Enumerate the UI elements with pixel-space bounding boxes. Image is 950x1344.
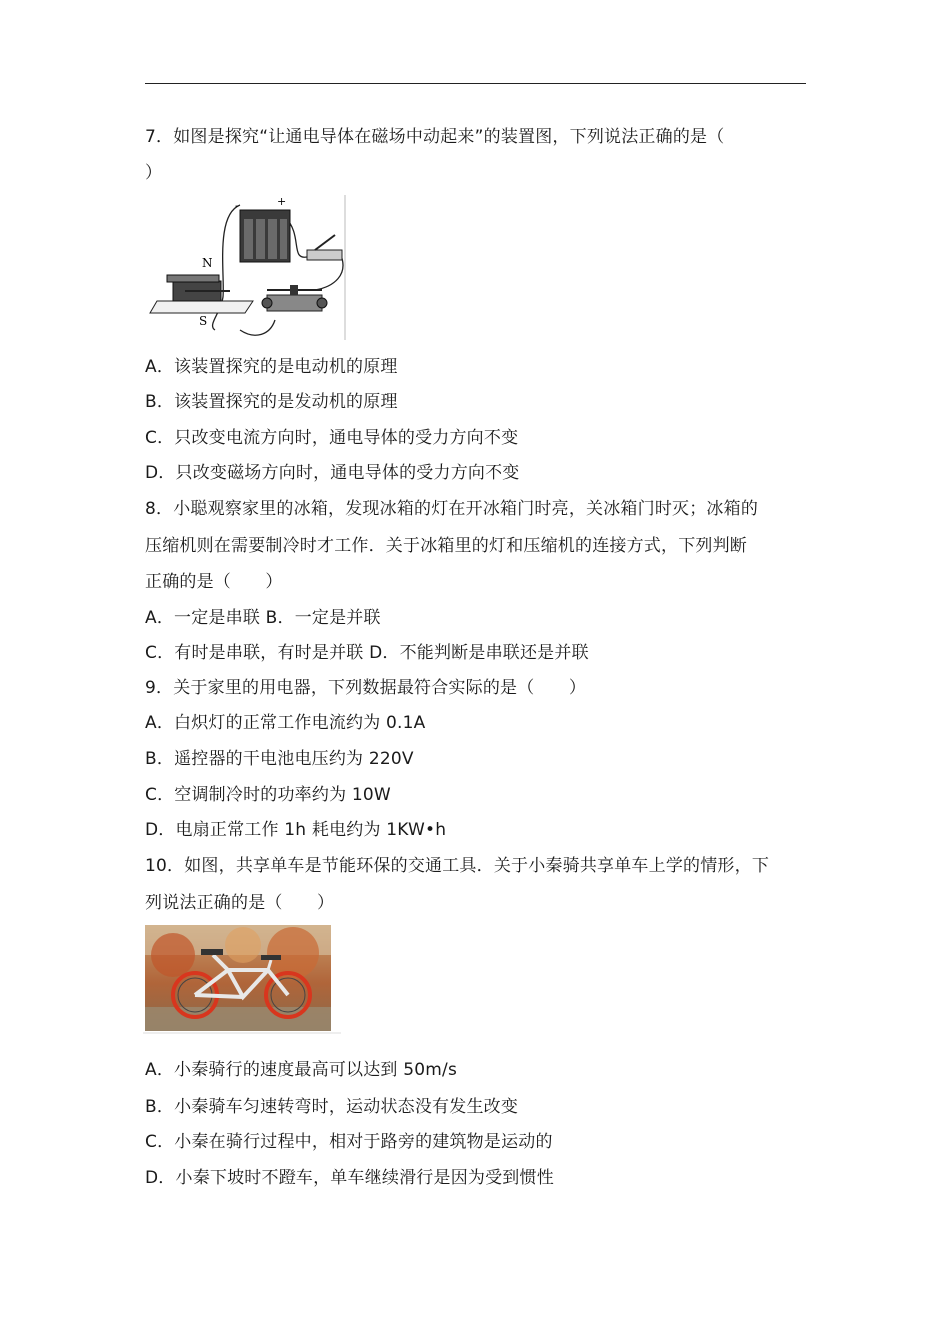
q7-option-a: A．该装置探究的是电动机的原理 <box>145 357 398 377</box>
q7-option-d: D．只改变磁场方向时，通电导体的受力方向不变 <box>145 463 520 483</box>
q10-shared-bike-photo <box>143 925 341 1035</box>
q10-option-a: A．小秦骑行的速度最高可以达到 50m/s <box>145 1060 458 1080</box>
figure-north-label: N <box>202 256 213 270</box>
q10-option-c: C．小秦在骑行过程中，相对于路旁的建筑物是运动的 <box>145 1132 553 1152</box>
q7-option-c: C．只改变电流方向时，通电导体的受力方向不变 <box>145 428 519 448</box>
q9-option-d: D．电扇正常工作 1h 耗电约为 1KW•h <box>145 820 447 840</box>
q9-option-c: C．空调制冷时的功率约为 10W <box>145 785 391 805</box>
q10-stem-line2: 列说法正确的是（ ） <box>145 893 335 913</box>
q9-stem: 9．关于家里的用电器，下列数据最符合实际的是（ ） <box>145 678 587 698</box>
header-rule <box>145 83 806 84</box>
q7-stem-line1: 7．如图是探究“让通电导体在磁场中动起来”的装置图，下列说法正确的是（ <box>145 127 725 147</box>
q8-stem-line3: 正确的是（ ） <box>145 572 283 592</box>
q9-option-b: B．遥控器的干电池电压约为 220V <box>145 749 414 769</box>
figure-minus-label: - <box>235 199 239 212</box>
q10-option-d: D．小秦下坡时不蹬车，单车继续滑行是因为受到惯性 <box>145 1168 554 1188</box>
q8-stem-line1: 8．小聪观察家里的冰箱，发现冰箱的灯在开冰箱门时亮，关冰箱门时灭；冰箱的 <box>145 499 759 519</box>
q10-option-b: B．小秦骑车匀速转弯时，运动状态没有发生改变 <box>145 1097 519 1117</box>
figure-south-label: S <box>199 314 208 328</box>
q7-stem-line2: ） <box>145 163 163 183</box>
q10-stem-line1: 10．如图，共享单车是节能环保的交通工具．关于小秦骑共享单车上学的情形，下 <box>145 856 770 876</box>
figure-plus-label: + <box>277 195 287 208</box>
q8-options-row2: C．有时是串联，有时是并联 D．不能判断是串联还是并联 <box>145 643 589 663</box>
q8-options-row1: A．一定是串联 B．一定是并联 <box>145 608 381 628</box>
q8-stem-line2: 压缩机则在需要制冷时才工作．关于冰箱里的灯和压缩机的连接方式，下列判断 <box>145 536 747 556</box>
q9-option-a: A．白炽灯的正常工作电流约为 0.1A <box>145 713 426 733</box>
q7-option-b: B．该装置探究的是发动机的原理 <box>145 392 398 412</box>
q7-apparatus-figure <box>145 195 350 340</box>
